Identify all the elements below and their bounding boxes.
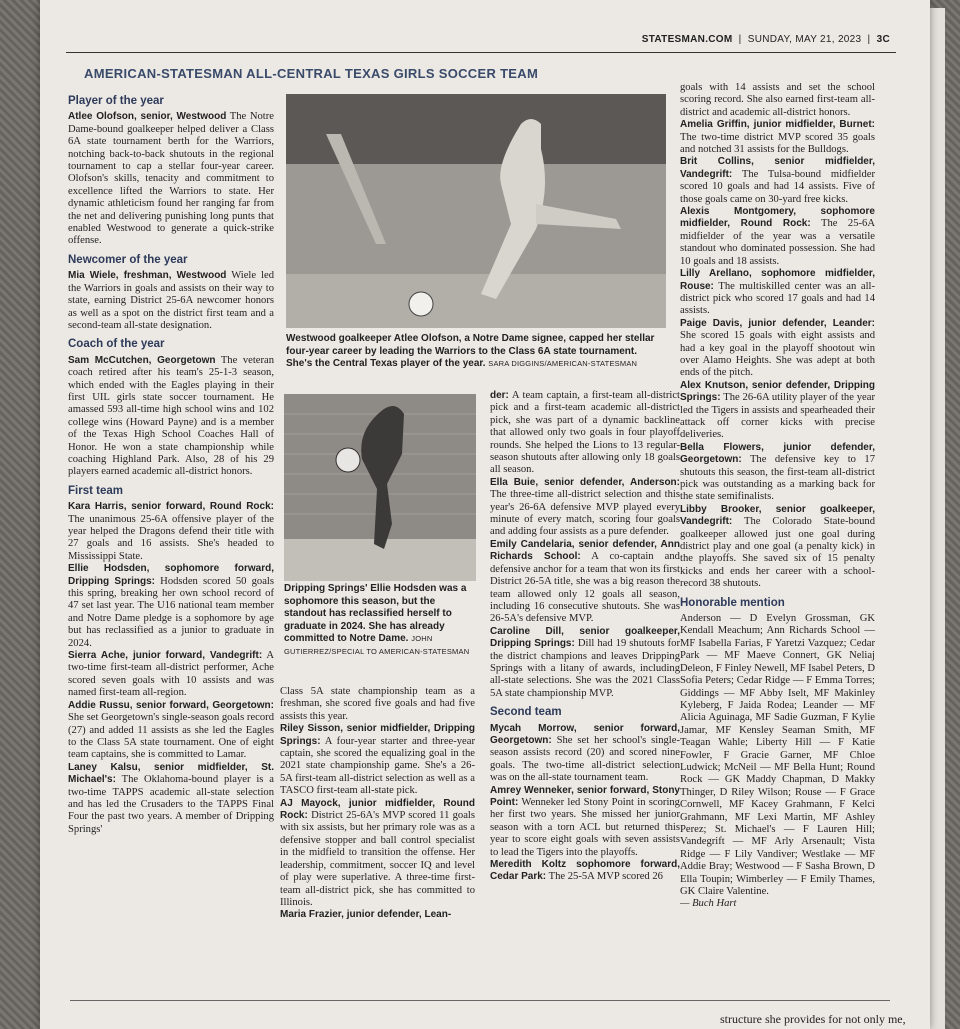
entry [680,156,875,206]
entry-text: The Tulsa-bound midfielder scored 10 goals and had 14 assists. Five of those goals came on 30-yard free kicks. [680,168,875,205]
entry-text: The unanimous 25-6A offensive player of the year helped the Dragons defend their title with 27 goals and 16 assists. She's headed to Mississippi State. [68,513,274,562]
entry-heading: Kara Harris, senior forward, Round Rock: [68,501,274,513]
entry [490,477,680,539]
entry-heading: Emily Candelaria, senior defender, Ann Richards School: [490,538,680,563]
entry-heading: Alexis Montgomery, sophomore midfielder, Round Rock: [680,206,875,230]
bottom-rule [70,1000,890,1001]
entry-text: goals with 14 assists and set the school scoring record. She also earned first-team all-district and academic all-district honors. [680,82,875,118]
entry [68,563,274,650]
entry-heading: Meredith Koltz sophomore forward, Cedar Park: [490,859,680,883]
photo1-caption: Westwood goalkeeper Atlee Olofson, a Notre Dame signee, capped her stellar four-year career by leading the Warriors to the Class 6A state tournament. She's the Central Texas player of the year. SARA DIGGINS/AMERICAN-STATESMAN [286,333,655,369]
section-heading: Honorable mention [680,596,785,609]
entry-text: The Notre Dame-bound goalkeeper helped deliver a Class 6A state tournament berth for the Warriors, notching back-to-back shutouts in the regional tournament to cap a stellar four-year career. Olofson's skills, tenacity and commitment to excellence lifted the Warriors to state. Her dynamic athleticism found her ranging far from the net and delivering punishing long punts that enabled Westwood to generate a quick-strike offense. [68,111,274,247]
section-heading: Player of the year [68,95,164,107]
entry-text: The 25-6A midfielder of the year was a versatile standout who dominated possession. She had 10 goals and 18 assists. [680,218,876,267]
entry-text: The 26-6A utility player of the year led the Tigers in assists and spearheaded their attack off corner kicks with precise deliveries. [680,392,875,441]
column-2 [280,686,475,922]
entry [68,762,274,836]
photo-forward-kicking [284,394,476,581]
entry-text: She set her school's single-season assists record (20) and scored nine goals. The two-time all-district selection was on the all-state tournament team. [490,734,680,784]
entry-heading: Libby Brooker, senior goalkeeper, Vandegrift: [680,503,875,528]
entry [490,785,680,859]
column-4 [680,82,875,911]
next-story-fragment: structure she provides for not only me, [720,1012,906,1026]
entry [680,442,875,504]
section-heading: Second team [490,706,562,719]
entry-heading: Mycah Morrow, senior forward, Georgetown: [490,722,680,746]
header-rule [66,52,896,53]
entry-text: Wenneker led Stony Point in scoring her first two years. She missed her junior season with a torn ACL but returned this year to score eight goals with seven assists to lead the Tigers into the playoffs. [490,797,680,858]
entry [68,501,274,563]
entry-heading: Ella Buie, senior defender, Anderson: [490,476,680,488]
entry-heading: Amelia Griffin, junior midfielder, Burnet: [680,119,875,131]
entry-text: The Colorado State-bound goalkeeper allowed just one goal during district play and one goal (a penalty kick) in the playoffs. She saved six of 15 penalty kicks and ends her career with a school-record 38 shutouts. [680,516,875,590]
page-title: AMERICAN-STATESMAN ALL-CENTRAL TEXAS GIRLS SOCCER TEAM [84,66,539,81]
entry [680,504,875,591]
entry-text: The Oklahoma-bound player is a two-time TAPPS academic all-state selection and has led the Crusaders to the TAPPS Final Four the past two years. A member of Dripping Springs' [68,774,274,835]
entry-heading: Riley Sisson, senior midfielder, Dripping Springs: [280,723,475,747]
entry [490,390,680,477]
entry [280,723,475,797]
entry [680,82,875,119]
entry [490,539,680,626]
entry [680,380,875,442]
byline: — Buch Hart [680,898,737,910]
entry-heading: Laney Kalsu, senior midfielder, St. Michael's: [68,761,274,786]
column-1 [68,95,274,836]
section-heading: First team [68,484,123,497]
entry-text: A co-captain and defensive anchor for a team that won its first District 26-5A title, she was a big reason the team allowed only 12 goals all season, including 16 consecutive shutouts. She was 26-5A's defensive MVP. [490,551,680,625]
entry-text: The two-time district MVP scored 35 goals and notched 31 assists for the Bulldogs. [680,131,875,156]
entry [68,111,274,247]
entry-text: Anderson — D Evelyn Grossman, GK Kendall Meachum; Ann Richards School — MF Isabella Farias, F Yaretzi Vazquez; Cedar Park — MF Maeve Connert, GK Neliaj Deleon, F Finley Newell, MF Isabel Peters, D Sofia Peters; Cedar Ridge — F Emma Torres; Giddings — MF Abby Iselt, MF Makinley Kyleberg, F Jaida Rodea; Leander — MF Alicia Aguinaga, MF Sadie Guzman, F Kylie Jamar, MF Kensley Seaman Smith, MF Teagan Wahle; Liberty Hill — F Katie Fowler, F Gracie Garner, MF Chloe Ludwick; McNeil — MF Bella Hunt; Round Rock — GK Maddy Chapman, D Makky Thinger, D Riley Wilson; Rouse — F Grace Cornwell, MF Kacey Grahmann, F Kelci Grahmann, MF Lexi Martin, MF Ashley Perez; St. Michael's — F Lauren Hill; Vandegrift — MF Arly Arsenault; Vista Ridge — F Lily Vandiver; Westlake — MF Addie Bray; Westwood — F Sasha Brown, D Ella Toupin; Wimberley — F Emily Thames, GK Claire Valentine. [680,613,875,897]
column-3 [490,390,680,884]
entry-text: A team captain, a first-team all-district pick and a first-team academic all-district pick, she was part of a dynamic backline that allowed only two goals in four playoff rounds. She helped the Lions to 13 regular-season shutouts after allowing only 18 goals all season. [490,390,680,476]
entry [680,206,875,268]
entry-heading: Alex Knutson, senior defender, Dripping Springs: [680,379,875,404]
entry [490,626,680,700]
entry-heading: Atlee Olofson, senior, Westwood [68,111,227,123]
entry-text: Hodsden scored 50 goals this spring, breaking her own school record of 47 set last year. The U16 national team member and Notre Dame pledge is a sophomore by age but has reclassified as a junior to graduate in 2024. [68,575,274,649]
entry [680,268,875,318]
entry-text: Dill had 19 shutouts for the district champions and leaves Dripping Springs with a litany of awards, including all-state selections. She was the 2021 Class 5A state championship MVP. [490,638,680,699]
entry-heading: der: [490,390,509,401]
entry-text: Wiele led the Warriors in goals and assists on their way to state, earning District 25-6A newcomer honors as well as a spot on the district first team and a second-team all-state designation. [68,270,274,331]
entry-text: The veteran coach retired after his team's 25-1-3 season, which ended with the Eagles playing in their first UIL girls state soccer tournament. He amassed 593 all-time high school wins and 102 college wins (Howard Payne) and is a member of the Texas High School Coaches Hall of Honor. He won a state championship while coaching Highland Park. Also, 28 of his 29 players earned academic all-district honors. [68,354,274,478]
entry [68,650,274,700]
entry-text: She scored 15 goals with eight assists and had a key goal in the playoff shootout win over Alamo Heights. She was adept at both ends of the pitch. [680,330,875,379]
entry [680,119,875,156]
section-heading: Newcomer of the year [68,253,188,266]
entry [280,909,475,921]
entry-text: The 25-5A MVP scored 26 [548,871,663,883]
entry-heading: Maria Frazier, junior defender, Lean- [280,909,452,921]
photo2-caption: Dripping Springs' Ellie Hodsden was a sophomore this season, but the standout has reclassified herself to graduate in 2024. She has already committed to Notre Dame. JOHN GUTIERREZ/SPECIAL TO AMERICAN-STATESMAN [284,583,470,656]
entry [680,613,875,898]
entry [280,686,475,723]
section-heading: Coach of the year [68,338,165,351]
entry [68,700,274,762]
entry [490,723,680,785]
entry [680,318,875,380]
entry-heading: Brit Collins, senior midfielder, Vandegrift: [680,156,875,180]
entry-heading: Caroline Dill, senior goalkeeper, Dripping Springs: [490,625,680,650]
entry-heading: Addie Russu, senior forward, Georgetown: [68,699,274,711]
photo-goalkeeper-kicking [286,94,666,328]
entry-text: A four-year starter and three-year captain, she scored the equalizing goal in the 2021 state championship game. She's a 26-5A first-team all-district selection as well as a TASCO first-team all-state pick. [280,735,475,797]
entry-heading: AJ Mayock, junior midfielder, Round Rock: [280,797,475,822]
entry-heading: Mia Wiele, freshman, Westwood [68,270,227,282]
entry-heading: Lilly Arellano, sophomore midfielder, Rouse: [680,268,875,292]
entry-heading: Bella Flowers, junior defender, Georgetown: [680,441,875,466]
entry-heading: Paige Davis, junior defender, Leander: [680,317,875,329]
entry-text: The defensive key to 17 shutouts this season, the first-team all-district pick was outstanding as a marking back for the state semifinalists. [680,454,875,503]
entry-text: She set Georgetown's single-season goals record (27) and added 11 assists as she led the Eagles to the Class 5A state tournament. One of eight team captains, she is committed to Lamar. [68,712,274,761]
page-header: STATESMAN.COM | SUNDAY, MAY 21, 2023 | 3C [641,34,890,45]
entry [68,355,274,479]
entry-heading: Ellie Hodsden, sophomore forward, Dripping Springs: [68,563,274,587]
entry [68,270,274,332]
entry [280,798,475,910]
entry-heading: Sierra Ache, junior forward, Vandegrift: [68,650,263,662]
entry-text: The three-time all-district selection and this year's 26-6A defensive MVP played every minute of every match, scoring four goals and adding four assists as a pure defender. [490,489,680,538]
entry-text: A two-time first-team all-district performer, Ache scored seven goals with 10 assists and was named first-team all-region. [68,650,274,699]
entry-text: District 25-6A's MVP scored 11 goals with six assists, but her primary role was as a defensive stopper and ball control specialist in the midfield to transition the offense. Her leadership, commitment, soccer IQ and level of play were superlative. A three-time first-team all-district pick, she has committed to Illinois. [280,810,475,908]
entry-heading: Amrey Wenneker, senior forward, Stony Point: [490,784,680,808]
entry-heading: Sam McCutchen, Georgetown [68,354,216,366]
entry-text: Class 5A state championship team as a freshman, she scored five goals and had five assists this year. [280,686,475,722]
entry-text: The multiskilled center was an all-district pick who scored 17 goals and had 14 assists. [680,280,875,317]
entry [490,859,680,884]
